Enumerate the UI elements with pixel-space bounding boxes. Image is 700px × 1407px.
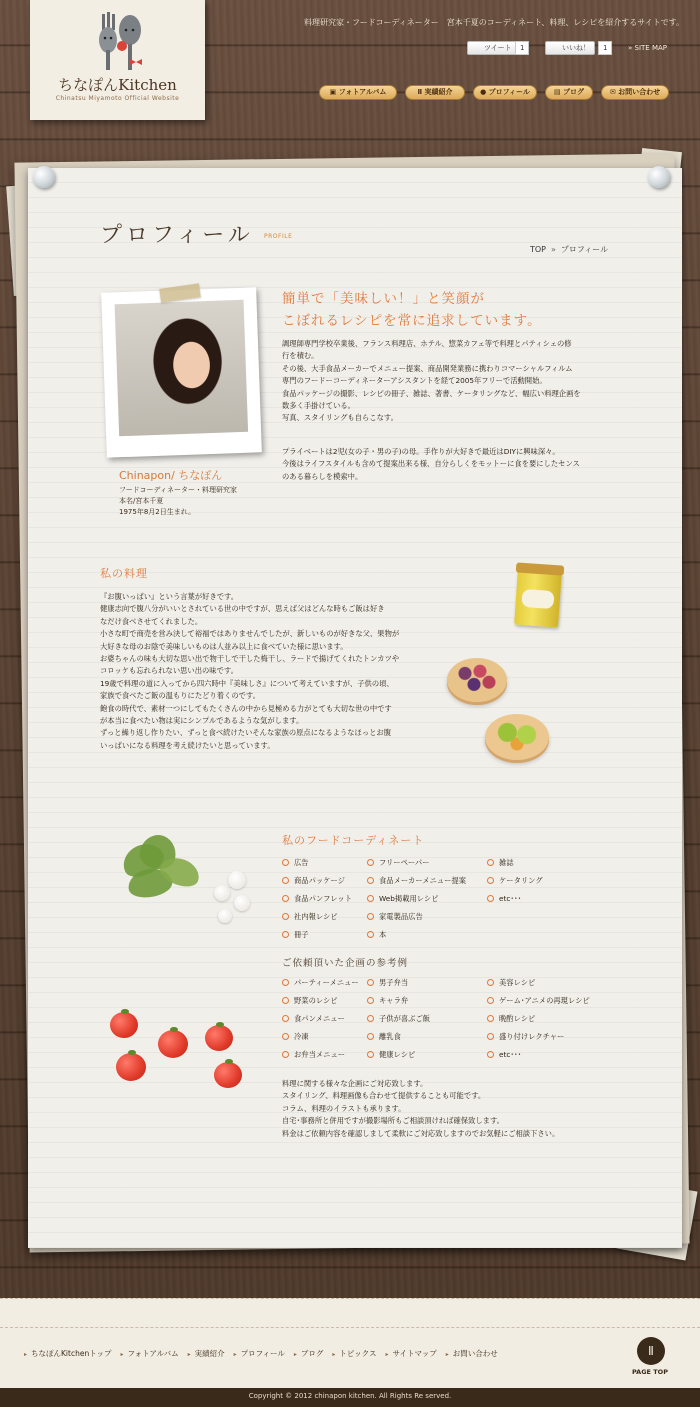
bio-line: 数多く手掛けている。: [282, 401, 355, 411]
nav-contact[interactable]: [601, 85, 669, 100]
profile-photo-frame: [101, 287, 262, 457]
list-item: etc･･･: [487, 1050, 521, 1060]
footer-link-contact[interactable]: ▸ お問い合わせ: [446, 1349, 498, 1358]
list-item: 男子弁当: [367, 978, 408, 988]
list-item: 冷凍: [282, 1032, 309, 1042]
private-line: 今後はライフスタイルも含めて提案出来る様、自分らしくをモットーに食を要にしたセンス: [282, 459, 580, 469]
list-item: 盛り付けレクチャー: [487, 1032, 564, 1042]
profile-bio: [282, 338, 607, 425]
list-item: 食品メーカーメニュー提案: [367, 876, 466, 886]
bio-line: その後、大手食品メーカーでメニュー提案、商品開発業務に携わりコマーシャルフィルム: [282, 363, 573, 373]
nav-photo-album-label: フォトアルバム: [338, 88, 387, 96]
list-item: 食パンメニュー: [282, 1014, 345, 1024]
tomato-illustration: [214, 1062, 242, 1088]
profile-private: [282, 446, 607, 483]
profile-meta: [119, 485, 279, 518]
cuisine-line: 19歳で料理の道に入ってから四六時中『美味しさ』について考えていますが、子供の頃、: [100, 678, 394, 688]
book-icon: ▤: [553, 88, 564, 96]
list-item: キャラ弁: [367, 996, 408, 1006]
list-item: 広告: [282, 858, 309, 868]
cuisine-line: 『お腹いっぱい』という言葉が好きです。: [100, 592, 239, 601]
logo-subtitle: Chinatsu Miyamoto Official Website: [55, 95, 180, 102]
radish-root: [218, 909, 232, 923]
bio-line: 行を積む。: [282, 351, 319, 361]
food-coordinate-title: 私のフードコーディネート: [282, 834, 425, 847]
page-title-en: PROFILE: [264, 233, 293, 240]
nav-blog[interactable]: [545, 85, 593, 100]
cuisine-text: [100, 591, 445, 752]
logo-card[interactable]: [30, 0, 205, 120]
push-pin-right-icon: [648, 166, 670, 188]
mustard-lid: [516, 562, 565, 575]
camera-icon: ▣: [329, 88, 339, 96]
list-item: 健康レシピ: [367, 1050, 415, 1060]
nav-blog-label: ブログ: [563, 88, 585, 96]
list-item: 食品パンフレット: [282, 894, 352, 904]
profile-photo: [115, 300, 249, 436]
list-item: 冊子: [282, 930, 309, 940]
fork-knife-icon: Ⅱ: [417, 88, 425, 96]
footer-link-achievements[interactable]: ▸ 実績紹介: [188, 1349, 225, 1358]
mustard-jar-illustration: [514, 569, 562, 628]
list-item: ゲーム･アニメの再現レシピ: [487, 996, 590, 1006]
radish-root: [214, 885, 230, 901]
closing-line: スタイリング、料理画像も合わせて提供することも可能です。: [282, 1091, 486, 1101]
list-item: パーティーメニュー: [282, 978, 359, 988]
nav-contact-label: お問い合わせ: [618, 88, 661, 96]
page-top-button[interactable]: [637, 1337, 665, 1365]
list-item: お弁当メニュー: [282, 1050, 345, 1060]
list-item: 美容レシピ: [487, 978, 535, 988]
kiwi-tart-illustration: [485, 714, 549, 760]
nav-photo-album[interactable]: [319, 85, 397, 100]
cuisine-line: が本当に食べたい物は実にシンプルであるような気がします。: [100, 716, 304, 726]
list-item: 晩酌レシピ: [487, 1014, 535, 1024]
sitemap-link[interactable]: » SITE MAP: [628, 44, 667, 52]
copyright: Copyright © 2012 chinapon kitchen. All Rights Re served.: [0, 1388, 700, 1407]
tomato-illustration: [205, 1025, 233, 1051]
footer-link-blog[interactable]: ▸ ブログ: [294, 1349, 324, 1358]
cuisine-line: なだけ食べさせてくれました。: [100, 616, 203, 626]
nav-profile-label: プロフィール: [488, 88, 530, 96]
cuisine-line: 飽食の時代で、素材一つにしてもたくさんの中から見極める力がとても大切な世の中です: [100, 703, 392, 713]
list-item: フリーペーパー: [367, 858, 429, 868]
push-pin-left-icon: [33, 166, 55, 188]
private-line: のある暮らしを模索中。: [282, 471, 363, 481]
breadcrumb-current: プロフィール: [560, 245, 609, 254]
headline-line: 簡単で「美味しい！」と笑顔が: [282, 291, 485, 307]
closing-line: 料理に関する様々な企画にご対応致します。: [282, 1079, 428, 1088]
radish-root: [228, 871, 246, 889]
like-count: 1: [598, 41, 612, 55]
bio-line: 専門のフードーコーディネーターアシスタントを経て2005年フリーで活動開始。: [282, 376, 547, 386]
mail-icon: ✉: [609, 88, 619, 96]
page-title: プロフィール: [100, 223, 254, 248]
closing-text: [282, 1078, 612, 1140]
cuisine-line: 健康志向で腹八分がいいとされている世の中ですが、思えば父はどんな時もご飯は好き: [100, 604, 385, 614]
list-item: etc･･･: [487, 894, 521, 904]
request-examples-list: [282, 978, 622, 1068]
site-tagline: 料理研究家・フードコーディネーター 宮本千夏のコーディネート、料理、レシピを紹介するサイトです。: [304, 18, 685, 27]
list-item: 家電製品広告: [367, 912, 423, 922]
profile-nickname: Chinapon/ ちなぽん: [119, 469, 223, 482]
nav-profile[interactable]: [473, 85, 537, 100]
list-item: 雑誌: [487, 858, 514, 868]
list-item: ケータリング: [487, 876, 543, 886]
profile-headline: [282, 288, 612, 332]
profile-meta-line: 1975年8月2日生まれ。: [119, 508, 196, 516]
like-button[interactable]: [545, 41, 595, 55]
profile-meta-line: 本名/宮本千夏: [119, 497, 164, 505]
page-top-label[interactable]: PAGE TOP: [632, 1368, 668, 1376]
cuisine-line: お婆ちゃんの味も大切な思い出で物干しで干した梅干し、ラードで揚げてくれたトンカツや: [100, 654, 400, 664]
footer-nav: [24, 1348, 507, 1359]
cuisine-line: ずっと繰り返し作りたい、ずっと食べ続けたいそんな家族の原点になるようなほっとお腹: [100, 728, 391, 738]
cuisine-line: いっぱいになる料理を考え続けたいと思っています。: [100, 740, 275, 750]
list-item: 野菜のレシピ: [282, 996, 338, 1006]
radish-illustration: [120, 835, 260, 945]
profile-meta-line: フードコーディネーター・料理研究家: [119, 486, 237, 494]
footer-divider: [0, 1327, 700, 1328]
closing-line: コラム、料理のイラストも承ります。: [282, 1103, 406, 1113]
fork-spoon-mascot-icon: [92, 8, 146, 72]
bio-line: 写真、スタイリングも自らこなす。: [282, 413, 398, 423]
cuisine-line: 大好きな母のお陰で美味しいものは人並み以上に食べていた様に思います。: [100, 641, 348, 651]
footer-link-profile[interactable]: ▸ プロフィール: [234, 1349, 285, 1358]
list-item: Web掲載用レシピ: [367, 894, 439, 904]
tomato-illustration: [116, 1053, 146, 1081]
private-line: プライベートは2児(女の子・男の子)の母。手作りが大好きで最近はDIYに興味深々。: [282, 447, 560, 456]
closing-line: 料金はご依頼内容を確認しまして柔軟にご対応致しますのでお気軽にご相談下さい。: [282, 1128, 560, 1138]
footer-link-photo-album[interactable]: ▸ フォトアルバム: [120, 1349, 178, 1358]
nav-achievements-label: 実績紹介: [424, 88, 453, 96]
breadcrumb-separator: »: [551, 245, 556, 254]
list-item: 本: [367, 930, 386, 940]
headline-line: こぼれるレシピを常に追求しています。: [282, 313, 542, 329]
cuisine-line: 家族で食べたご飯の温もりにたどり着くのです。: [100, 691, 260, 701]
like-label: いいね！: [545, 41, 595, 55]
breadcrumb-home[interactable]: TOP: [530, 245, 547, 254]
tweet-label: ツイート: [467, 41, 517, 55]
mustard-label: [521, 589, 554, 609]
bio-line: 調理師専門学校卒業後、フランス料理店、ホテル、惣菜カフェ等で料理とパティシェの修: [282, 339, 572, 348]
list-item: 離乳食: [367, 1032, 401, 1042]
list-item: 社内報レシピ: [282, 912, 338, 922]
food-coordinate-list: [282, 858, 622, 948]
tweet-count: 1: [515, 41, 529, 55]
footer: [0, 1298, 700, 1388]
cuisine-line: 小さな町で商売を営み決して裕福ではありませんでしたが、新しいものが好きな父、果物が: [100, 629, 400, 639]
tweet-button[interactable]: [467, 41, 517, 55]
breadcrumb: [530, 244, 608, 255]
tomato-illustration: [110, 1012, 138, 1038]
closing-line: 自宅･事務所と併用ですが撮影場所もご相談頂ければ確保致します。: [282, 1116, 504, 1126]
radish-root: [234, 895, 250, 911]
cuisine-title: 私の料理: [100, 567, 148, 580]
cuisine-line: コロッケも忘れられない思い出の味です。: [100, 666, 238, 676]
logo-title: ちなぽんKitchen: [58, 76, 177, 94]
person-icon: ●: [480, 88, 489, 96]
bio-line: 食品パッケージの撮影、レシピの冊子、雑誌、著書、ケータリングなど、幅広い料理企画を: [282, 388, 581, 398]
berry-tart-illustration: [447, 658, 507, 702]
footer-link-top[interactable]: ▸ ちなぽんKitchenトップ: [24, 1349, 111, 1358]
request-examples-title: ご依頼頂いた企画の参考例: [282, 958, 409, 969]
fork-knife-icon: Ⅱ: [648, 1344, 654, 1358]
tomato-illustration: [158, 1030, 188, 1058]
nav-achievements[interactable]: [405, 85, 465, 100]
footer-link-topics[interactable]: ▸ トピックス: [332, 1349, 376, 1358]
list-item: 商品パッケージ: [282, 876, 345, 886]
footer-link-sitemap[interactable]: ▸ サイトマップ: [386, 1349, 437, 1358]
list-item: 子供が喜ぶご飯: [367, 1014, 430, 1024]
